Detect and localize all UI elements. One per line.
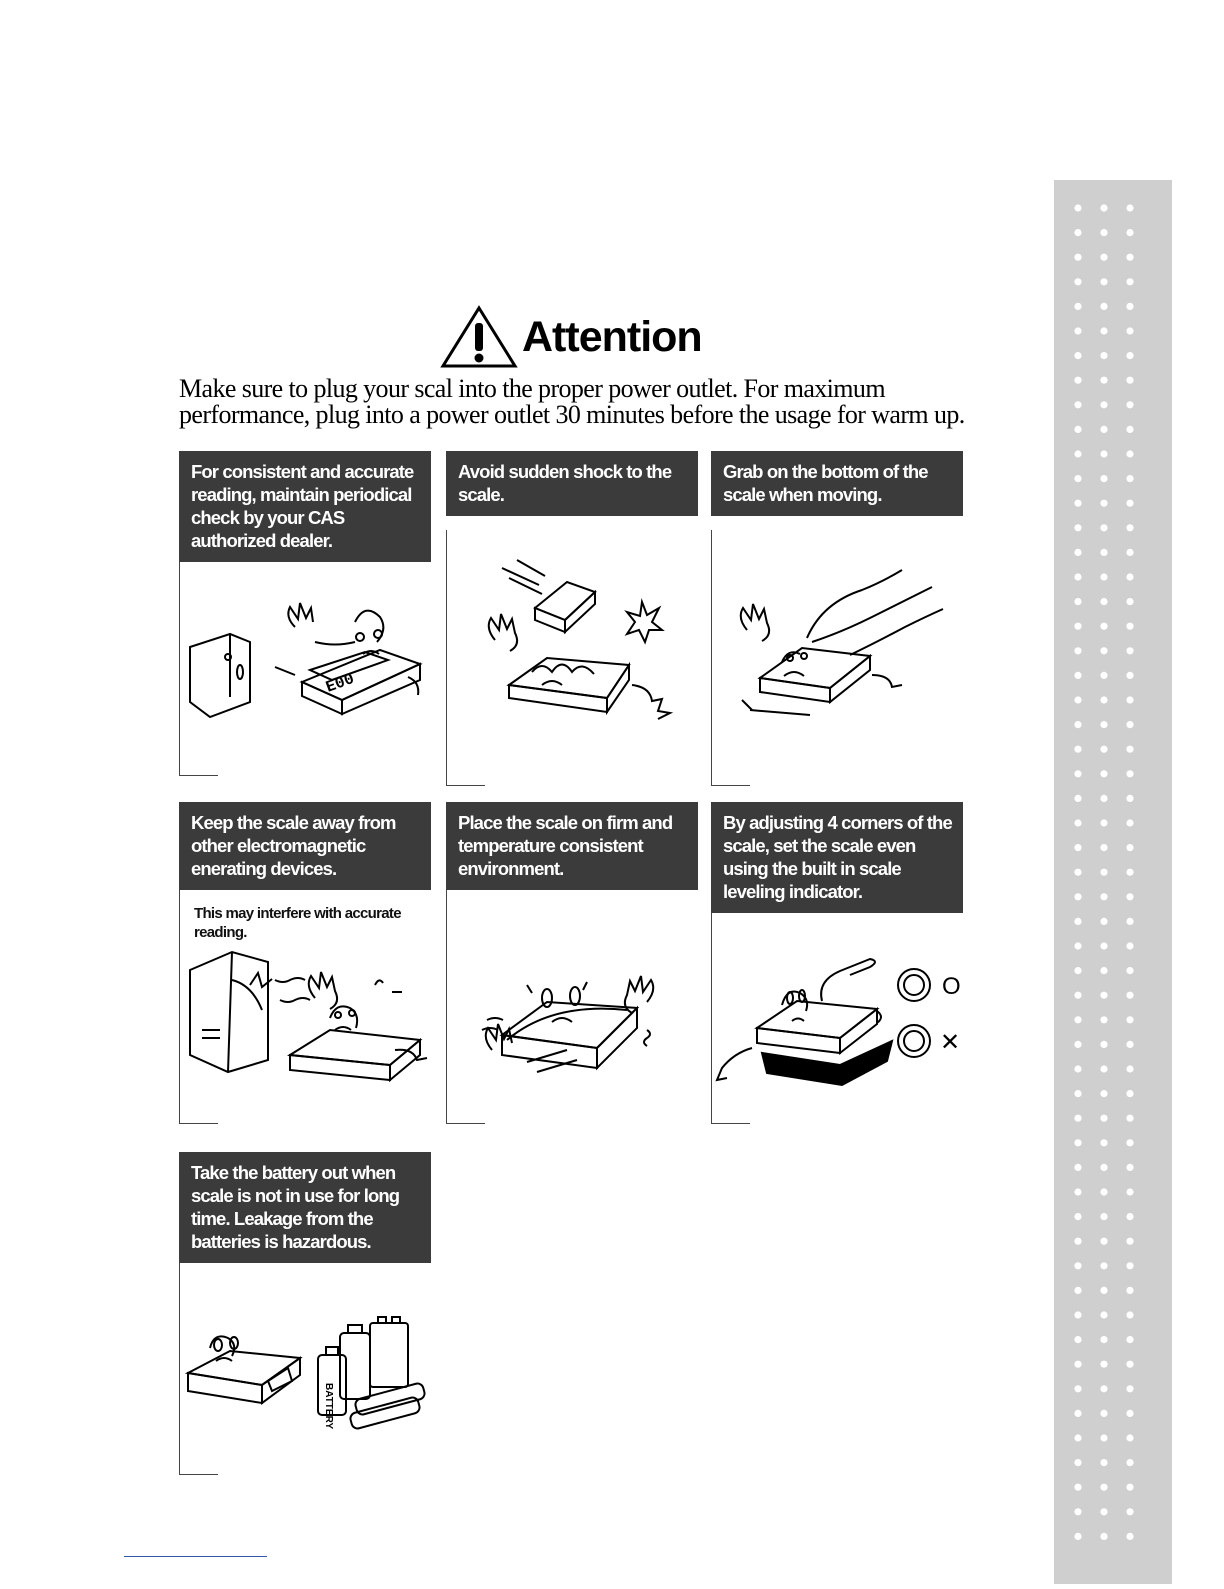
- footer-rule: [124, 1556, 267, 1557]
- sidebar-dot: [1100, 1361, 1107, 1368]
- scale-check-illustration: [180, 562, 432, 776]
- sidebar-dot: [1100, 1213, 1107, 1220]
- sidebar-dot: [1100, 401, 1107, 408]
- level-ok-mark: O: [942, 973, 961, 1000]
- sidebar-dot: [1126, 204, 1133, 211]
- sidebar-dot: [1100, 1262, 1107, 1269]
- sidebar-dot: [1100, 1238, 1107, 1245]
- sidebar-dot: [1126, 992, 1133, 999]
- panel-periodical-check: [179, 451, 431, 776]
- sidebar-dot: [1100, 721, 1107, 728]
- sidebar-dot: [1126, 352, 1133, 359]
- sidebar-dot: [1074, 475, 1081, 482]
- panel-leveling: [711, 802, 963, 1124]
- sidebar-dot: [1100, 1311, 1107, 1318]
- sidebar-dot: [1126, 770, 1133, 777]
- sidebar-dot: [1126, 1238, 1133, 1245]
- panel-battery: [179, 1152, 431, 1475]
- sidebar-dot: [1100, 1164, 1107, 1171]
- sidebar-dot: [1100, 746, 1107, 753]
- sidebar-dot: [1126, 475, 1133, 482]
- sidebar-dot: [1100, 1188, 1107, 1195]
- sidebar-dot: [1126, 1361, 1133, 1368]
- sidebar-dot: [1074, 1287, 1081, 1294]
- sidebar-dot: [1126, 623, 1133, 630]
- panel-firm-surface: [446, 802, 698, 1124]
- sidebar-dot: [1074, 1484, 1081, 1491]
- interference-illustration: [180, 890, 432, 1124]
- sidebar-dot: [1074, 1459, 1081, 1466]
- sidebar-dot: [1126, 500, 1133, 507]
- sidebar-dot: [1074, 647, 1081, 654]
- sidebar-dot: [1126, 1410, 1133, 1417]
- sidebar-dot: [1126, 1311, 1133, 1318]
- sidebar-dot: [1100, 278, 1107, 285]
- sidebar-dot: [1126, 377, 1133, 384]
- sidebar-dot: [1074, 1238, 1081, 1245]
- sidebar-dot: [1100, 254, 1107, 261]
- sidebar-dot: [1074, 352, 1081, 359]
- sidebar-dot: [1100, 426, 1107, 433]
- sidebar-dot: [1126, 1508, 1133, 1515]
- sidebar-dot: [1126, 1213, 1133, 1220]
- sidebar-dot: [1126, 278, 1133, 285]
- level-ng-mark: ✕: [940, 1028, 961, 1056]
- sidebar-dot: [1100, 770, 1107, 777]
- battery-label: BATTERY: [323, 1383, 334, 1430]
- sidebar-dot: [1126, 893, 1133, 900]
- sidebar-dot: [1100, 1459, 1107, 1466]
- sidebar-dot: [1100, 327, 1107, 334]
- sidebar-dot: [1074, 770, 1081, 777]
- sidebar-dot: [1100, 1336, 1107, 1343]
- panel-heading: Keep the scale away from other electromagnetic enerating devices.: [179, 802, 431, 890]
- sidebar-dot: [1100, 204, 1107, 211]
- sidebar-dot: [1126, 1262, 1133, 1269]
- sidebar-dot: [1100, 1410, 1107, 1417]
- sidebar-dot: [1126, 450, 1133, 457]
- sidebar-dot: [1100, 1065, 1107, 1072]
- sidebar-dot: [1126, 672, 1133, 679]
- sidebar-dot: [1100, 1484, 1107, 1491]
- sidebar-dot: [1100, 303, 1107, 310]
- sidebar-dot: [1126, 254, 1133, 261]
- sidebar-dot: [1074, 893, 1081, 900]
- sidebar-dot: [1074, 1361, 1081, 1368]
- sidebar-dot: [1074, 795, 1081, 802]
- panel-grab-bottom: [711, 451, 963, 786]
- dot-pattern: [1054, 180, 1172, 1584]
- sidebar-dot: [1100, 1434, 1107, 1441]
- sidebar-dot: [1126, 1336, 1133, 1343]
- sidebar-dot: [1100, 1508, 1107, 1515]
- sidebar-dot: [1074, 450, 1081, 457]
- sidebar-dot: [1126, 426, 1133, 433]
- sidebar-dot: [1074, 1139, 1081, 1146]
- sidebar-dot: [1126, 918, 1133, 925]
- sidebar-dot: [1126, 1484, 1133, 1491]
- sidebar-dot: [1074, 204, 1081, 211]
- sidebar-dot: [1074, 426, 1081, 433]
- sidebar-dot: [1126, 1115, 1133, 1122]
- sidebar-dot: [1100, 869, 1107, 876]
- panel-electromagnetic: [179, 802, 431, 1124]
- leveling-illustration: [712, 913, 964, 1124]
- sidebar-dot: [1074, 869, 1081, 876]
- sidebar-dot: [1126, 303, 1133, 310]
- panel-heading: Place the scale on firm and temperature consistent environment.: [446, 802, 698, 890]
- sidebar-dot: [1074, 844, 1081, 851]
- sidebar-dot: [1126, 942, 1133, 949]
- sidebar-dot: [1074, 746, 1081, 753]
- attention-heading: [440, 305, 740, 369]
- sidebar-dot: [1074, 623, 1081, 630]
- page-title: Attention: [522, 313, 702, 361]
- sidebar-dot: [1126, 1065, 1133, 1072]
- scale-display: E00: [323, 669, 357, 697]
- sidebar-dot: [1100, 1041, 1107, 1048]
- sidebar-dot: [1126, 647, 1133, 654]
- battery-illustration: [180, 1263, 432, 1475]
- intro-text: Make sure to plug your scal into the proper power outlet. For maximum performance, plug into a power outlet 30 minutes before the usage for warm up.: [179, 374, 965, 429]
- sidebar-dot: [1074, 1164, 1081, 1171]
- sidebar-dot: [1126, 721, 1133, 728]
- sidebar-dot: [1100, 549, 1107, 556]
- sidebar-dot: [1126, 1533, 1133, 1540]
- sidebar-dot: [1126, 819, 1133, 826]
- panel-avoid-shock: [446, 451, 698, 786]
- sidebar-dot: [1100, 647, 1107, 654]
- sidebar-dot: [1126, 573, 1133, 580]
- sidebar-dot: [1126, 746, 1133, 753]
- sidebar-dot: [1074, 1311, 1081, 1318]
- sidebar-dot: [1074, 721, 1081, 728]
- panel-heading: Grab on the bottom of the scale when moving.: [711, 451, 963, 516]
- sidebar-dot: [1074, 327, 1081, 334]
- sidebar-dot: [1100, 500, 1107, 507]
- sidebar-dot: [1074, 229, 1081, 236]
- sidebar-dot: [1074, 1188, 1081, 1195]
- sidebar-dot: [1100, 696, 1107, 703]
- sidebar-dot: [1126, 1164, 1133, 1171]
- sidebar-dot: [1100, 1016, 1107, 1023]
- sidebar-dot: [1100, 1090, 1107, 1097]
- sidebar-dot: [1126, 1139, 1133, 1146]
- sidebar-dot: [1074, 1262, 1081, 1269]
- firm-surface-illustration: [447, 890, 699, 1124]
- panel-heading: Avoid sudden shock to the scale.: [446, 451, 698, 516]
- sidebar-dot: [1126, 1287, 1133, 1294]
- sidebar-dot: [1074, 672, 1081, 679]
- panel-heading: By adjusting 4 corners of the scale, set the scale even using the built in scale leveling indicator.: [711, 802, 963, 913]
- sidebar-dot: [1100, 623, 1107, 630]
- sidebar-dot: [1074, 1065, 1081, 1072]
- panel-heading: For consistent and accurate reading, maintain periodical check by your CAS authorized dealer.: [179, 451, 431, 562]
- sidebar-dot: [1074, 303, 1081, 310]
- sidebar-dot: [1074, 992, 1081, 999]
- sidebar-dot: [1074, 1336, 1081, 1343]
- sidebar-dot: [1126, 1385, 1133, 1392]
- sidebar-dot: [1100, 598, 1107, 605]
- sidebar-dot: [1074, 967, 1081, 974]
- sidebar-dot: [1074, 1508, 1081, 1515]
- shock-illustration: [447, 530, 699, 786]
- sidebar-dot: [1100, 352, 1107, 359]
- decorative-sidebar: [1054, 180, 1172, 1584]
- sidebar-dot: [1074, 573, 1081, 580]
- sidebar-dot: [1126, 1459, 1133, 1466]
- sidebar-dot: [1074, 1385, 1081, 1392]
- sidebar-dot: [1126, 844, 1133, 851]
- sidebar-dot: [1100, 1139, 1107, 1146]
- sidebar-dot: [1126, 549, 1133, 556]
- sidebar-dot: [1100, 377, 1107, 384]
- sidebar-dot: [1126, 967, 1133, 974]
- sidebar-dot: [1126, 869, 1133, 876]
- sidebar-dot: [1126, 229, 1133, 236]
- sidebar-dot: [1074, 401, 1081, 408]
- sidebar-dot: [1126, 327, 1133, 334]
- sidebar-dot: [1100, 672, 1107, 679]
- sidebar-dot: [1074, 1533, 1081, 1540]
- sidebar-dot: [1100, 893, 1107, 900]
- sidebar-dot: [1126, 598, 1133, 605]
- sidebar-dot: [1100, 992, 1107, 999]
- sidebar-dot: [1074, 524, 1081, 531]
- sidebar-dot: [1074, 1410, 1081, 1417]
- sidebar-dot: [1074, 819, 1081, 826]
- sidebar-dot: [1100, 1115, 1107, 1122]
- sidebar-dot: [1074, 549, 1081, 556]
- sidebar-dot: [1074, 598, 1081, 605]
- sidebar-dot: [1074, 918, 1081, 925]
- sidebar-dot: [1126, 1016, 1133, 1023]
- interference-note: This may interfere with accurate reading.: [194, 905, 401, 941]
- sidebar-dot: [1126, 401, 1133, 408]
- sidebar-dot: [1074, 1090, 1081, 1097]
- sidebar-dot: [1100, 229, 1107, 236]
- sidebar-dot: [1126, 1434, 1133, 1441]
- sidebar-dot: [1074, 1213, 1081, 1220]
- warning-triangle-icon: [440, 305, 518, 369]
- sidebar-dot: [1100, 819, 1107, 826]
- sidebar-dot: [1074, 377, 1081, 384]
- sidebar-dot: [1100, 450, 1107, 457]
- sidebar-dot: [1074, 500, 1081, 507]
- sidebar-dot: [1100, 942, 1107, 949]
- sidebar-dot: [1074, 1041, 1081, 1048]
- sidebar-dot: [1074, 254, 1081, 261]
- sidebar-dot: [1126, 524, 1133, 531]
- sidebar-dot: [1074, 696, 1081, 703]
- sidebar-dot: [1100, 967, 1107, 974]
- sidebar-dot: [1074, 942, 1081, 949]
- sidebar-dot: [1100, 918, 1107, 925]
- sidebar-dot: [1126, 1041, 1133, 1048]
- sidebar-dot: [1100, 475, 1107, 482]
- sidebar-dot: [1126, 1188, 1133, 1195]
- sidebar-dot: [1074, 1434, 1081, 1441]
- sidebar-dot: [1100, 1385, 1107, 1392]
- sidebar-dot: [1100, 1287, 1107, 1294]
- sidebar-dot: [1074, 278, 1081, 285]
- sidebar-dot: [1100, 844, 1107, 851]
- panel-heading: Take the battery out when scale is not in use for long time. Leakage from the batteries is hazardous.: [179, 1152, 431, 1263]
- sidebar-dot: [1126, 795, 1133, 802]
- sidebar-dot: [1100, 795, 1107, 802]
- sidebar-dot: [1126, 696, 1133, 703]
- sidebar-dot: [1074, 1115, 1081, 1122]
- sidebar-dot: [1100, 524, 1107, 531]
- sidebar-dot: [1100, 1533, 1107, 1540]
- sidebar-dot: [1074, 1016, 1081, 1023]
- sidebar-dot: [1126, 1090, 1133, 1097]
- sidebar-dot: [1100, 573, 1107, 580]
- moving-illustration: [712, 530, 964, 786]
